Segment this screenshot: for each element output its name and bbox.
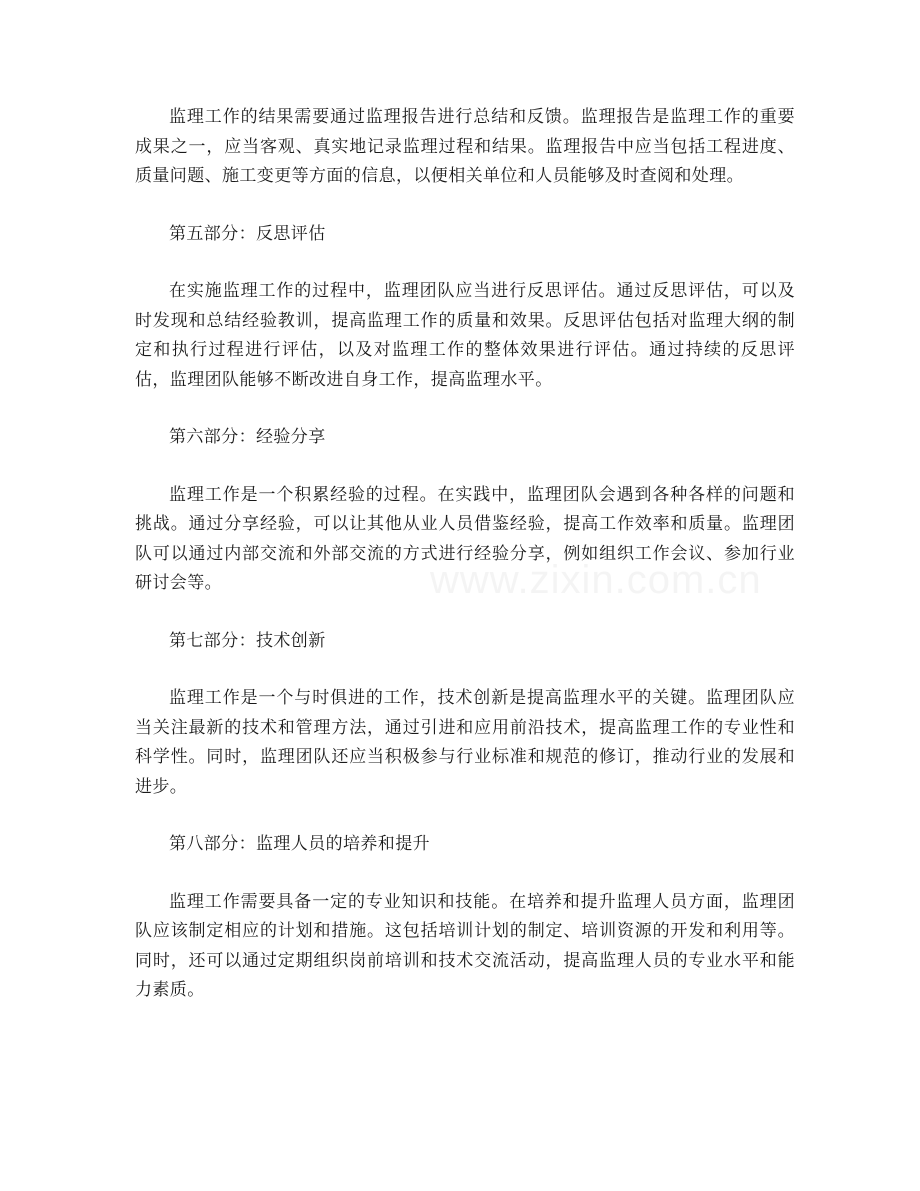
watermark: www.zixin.com.cn: [430, 558, 762, 602]
section-heading-7: 第七部分：技术创新: [169, 630, 326, 651]
paragraph-section-6: 监理工作是一个积累经验的过程。在实践中，监理团队会遇到各种各样的问题和挑战。通过分享经验，可以让其他从业人员借鉴经验，提高工作效率和质量。监理团队可以通过内部交流和外部交流的方式进行经验分享，例如组织工作会议、参加行业研讨会等。: [135, 484, 795, 593]
section-heading-5: 第五部分：反思评估: [169, 223, 326, 244]
paragraph-section-8: 监理工作需要具备一定的专业知识和技能。在培养和提升监理人员方面，监理团队应该制定相应的计划和措施。这包括培训计划的制定、培训资源的开发和利用等。同时，还可以通过定期组织岗前培训和技术交流活动，提高监理人员的专业水平和能力素质。: [135, 891, 795, 1000]
section-heading-6: 第六部分：经验分享: [169, 427, 326, 447]
document-body: [135, 103, 795, 1006]
paragraph-section-7: 监理工作是一个与时俱进的工作，技术创新是提高监理水平的关键。监理团队应当关注最新的技术和管理方法，通过引进和应用前沿技术，提高监理工作的专业性和科学性。同时，监理团队还应当积极参与行业标准和规范的修订，推动行业的发展和进步。: [135, 688, 795, 797]
paragraph-report-summary: 监理工作的结果需要通过监理报告进行总结和反馈。监理报告是监理工作的重要成果之一，应当客观、真实地记录监理过程和结果。监理报告中应当包括工程进度、质量问题、施工变更等方面的信息，以便相关单位和人员能够及时查阅和处理。: [135, 107, 795, 186]
section-heading-8: 第八部分：监理人员的培养和提升: [169, 834, 430, 854]
paragraph-section-5: 在实施监理工作的过程中，监理团队应当进行反思评估。通过反思评估，可以及时发现和总结经验教训，提高监理工作的质量和效果。反思评估包括对监理大纲的制定和执行过程进行评估，以及对监理工作的整体效果进行评估。通过持续的反思评估，监理团队能够不断改进自身工作，提高监理水平。: [135, 281, 795, 390]
